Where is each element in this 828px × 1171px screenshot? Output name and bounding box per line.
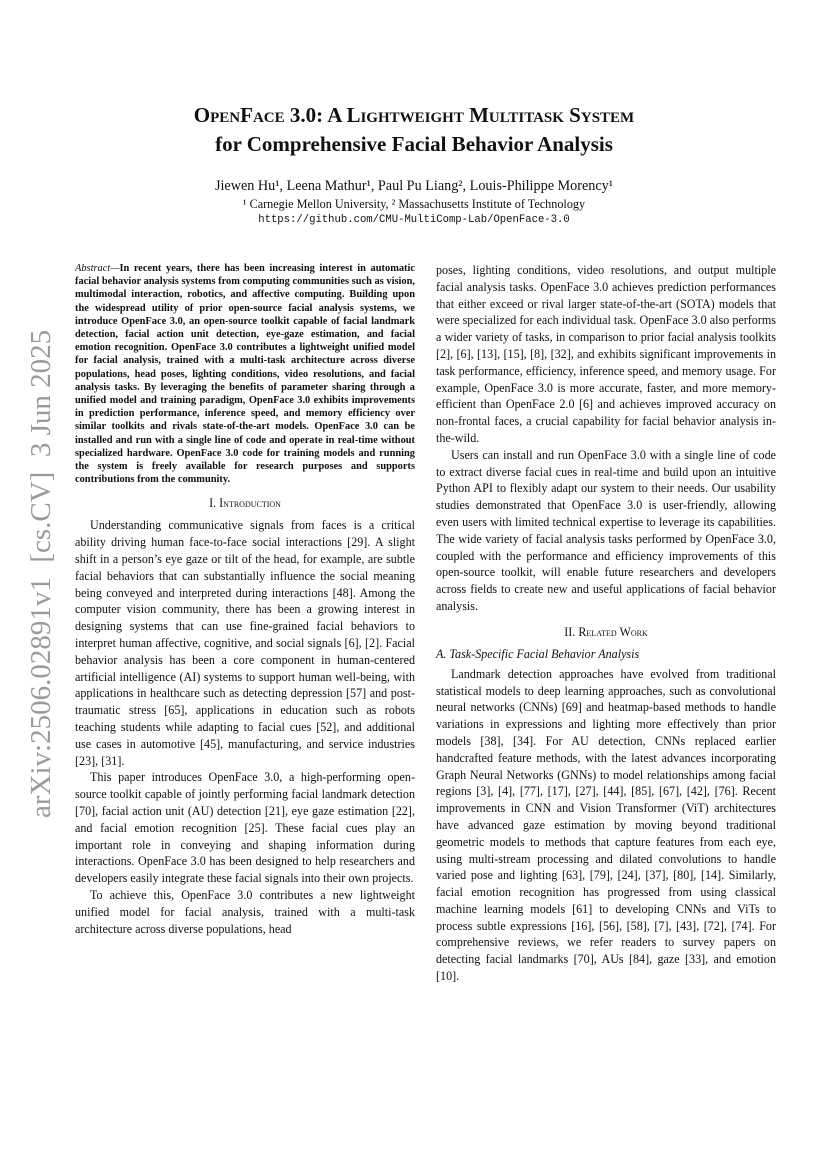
arxiv-stamp-svg xyxy=(0,0,80,1171)
abstract-label: Abstract— xyxy=(75,263,120,274)
section-heading-introduction: I. Introduction xyxy=(209,496,281,511)
right-column xyxy=(436,262,776,985)
arxiv-id-text: arXiv:2506.02891v1 [cs.CV] 3 Jun 2025 xyxy=(25,329,57,818)
intro-paragraph-users: Users can install and run OpenFace 3.0 with a single line of code to extract diverse facial cues in real-time and build upon an intuitive Python API to flexibly adapt our system to their needs. Our usability studies demonstrated that OpenFace 3.0 is user-friendly, allowing even users with limited technical expertise to leverage its capabilities. The wide variety of facial analysis tasks performed by OpenFace 3.0, coupled with the performance and efficiency improvements of this open-source toolkit, will enable future researchers and developers across fields to create new and useful applications of facial behavior analysis. xyxy=(436,447,776,613)
author-list: Jiewen Hu¹, Leena Mathur¹, Paul Pu Liang², Louis-Philippe Morency¹ xyxy=(214,178,614,194)
abstract-text: In recent years, there has been increasing interest in automatic facial behavior analysis systems from computing communities such as vision, multimodal interaction, robotics, and affective computing. Building upon the widespread utility of prior open-source facial analysis systems, we introduce OpenFace 3.0, an open-source toolkit capable of facial landmark detection, facial action unit detection, eye-gaze estimation, and facial emotion recognition. OpenFace 3.0 contributes a lightweight unified model for facial analysis, trained with a multi-task architecture across diverse populations, head poses, lighting conditions, video resolutions, and facial analysis tasks. By leveraging the benefits of parameter sharing through a unified model and training paradigm, OpenFace 3.0 exhibits improvements in prediction performance, inference speed, and memory efficiency over similar toolkits and rivals state-of-the-art models. OpenFace 3.0 can be installed and run with a single line of code and operate in real-time without specialized hardware. OpenFace 3.0 code for training models and running the system is freely available for research purposes and supports contributions from the community. xyxy=(75,263,415,486)
intro-paragraph-3: To achieve this, OpenFace 3.0 contributes a new lightweight unified model for facial analysis, trained with a multi-task architecture across diverse populations, head xyxy=(75,887,415,936)
repository-url: https://github.com/CMU-MultiComp-Lab/OpenFace-3.0 xyxy=(258,214,570,226)
left-column xyxy=(75,262,415,937)
intro-paragraph-continued: poses, lighting conditions, video resolutions, and output multiple facial analysis tasks. OpenFace 3.0 achieves prediction performances that either exceed or rival larger state-of-the-art (SOTA) models that were specialized for each individual task. OpenFace 3.0 also performs a wider variety of tasks, in comparison to prior facial analysis toolkits [2], [6], [13], [15], [8], [32], and exhibits significant improvements in task performance, efficiency, inference speed, and memory usage. For example, OpenFace 3.0 is more accurate, faster, and more memory-efficient than OpenFace 2.0 [6] and achieves improved accuracy on non-frontal faces, a crucial capability for facial behavior analysis in-the-wild. xyxy=(436,263,776,445)
paper-title xyxy=(110,101,718,159)
section-heading-related-work: II. Related Work xyxy=(564,624,648,639)
title-line-2: for Comprehensive Facial Behavior Analysis xyxy=(215,132,613,156)
related-work-paragraph-1: Landmark detection approaches have evolved from traditional statistical models to deep learning approaches, such as convolutional neural networks (CNNs) [69] and heatmap-based methods to handle variations in expressions and lighting more effectively than prior models [38], [34]. For AU detection, CNNs replaced earlier handcrafted feature methods, with the latest advances incorporating Graph Neural Networks (GNNs) to model relationships among facial regions [3], [4], [77], [17], [27], [44], [85], [67], [42], [76]. Recent improvements in CNN and Vision Transformer (ViT) architectures have advanced gaze estimation by moving beyond traditional geometric models to methods that capture features from each eye, using multi-stream processing and dilated convolutions to handle varied pose and lighting [63], [79], [24], [37], [80], [14]. Similarly, facial emotion recognition has progressed from using classical machine learning models [61] to developing CNNs and ViTs to process subtle expressions [16], [56], [58], [7], [43], [72], [74]. For comprehensive reviews, we refer readers to survey papers on detecting facial landmarks [70], AUs [84], gaze [33], and emotion [10]. xyxy=(436,666,776,984)
abstract xyxy=(75,262,415,486)
intro-paragraph-1: Understanding communicative signals from faces is a critical ability driving human face-to-face social interactions [29]. A slight shift in a person’s eye gaze or tilt of the head, for example, are subtle facial behaviors that can substantially influence the social meaning being conveyed and interpreted during interactions [48]. Among the computer vision community, there has been a growing interest in designing systems that can use fine-grained facial behaviors to interpret human affective, cognitive, and social signals [6], [2]. Facial behavior analysis has been a core component in human-centered artificial intelligence (AI) systems to support human well-being, with applications in healthcare such as detecting depression [57] and post-traumatic stress [65], applications in education such as robots teaching students while adapting to facial cues [52], and additional use cases in automotive [45], manufacturing, and service industries [23], [31]. xyxy=(75,518,415,768)
arxiv-identifier-stamp xyxy=(0,0,80,1171)
title-line-1: OpenFace 3.0: A Lightweight Multitask System xyxy=(193,103,635,127)
affiliations: ¹ Carnegie Mellon University, ² Massachusetts Institute of Technology xyxy=(242,197,586,211)
intro-paragraph-2: This paper introduces OpenFace 3.0, a high-performing open-source toolkit capable of jointly performing facial landmark detection [70], facial action unit (AU) detection [21], eye gaze estimation [22], and facial emotion recognition [25]. These facial cues play an important role in conveying and shaping information during interactions. OpenFace 3.0 has been designed to help researchers and developers easily integrate these facial signals into their own projects. xyxy=(75,770,415,886)
subsection-heading-task-specific: A. Task-Specific Facial Behavior Analysis xyxy=(436,646,640,661)
